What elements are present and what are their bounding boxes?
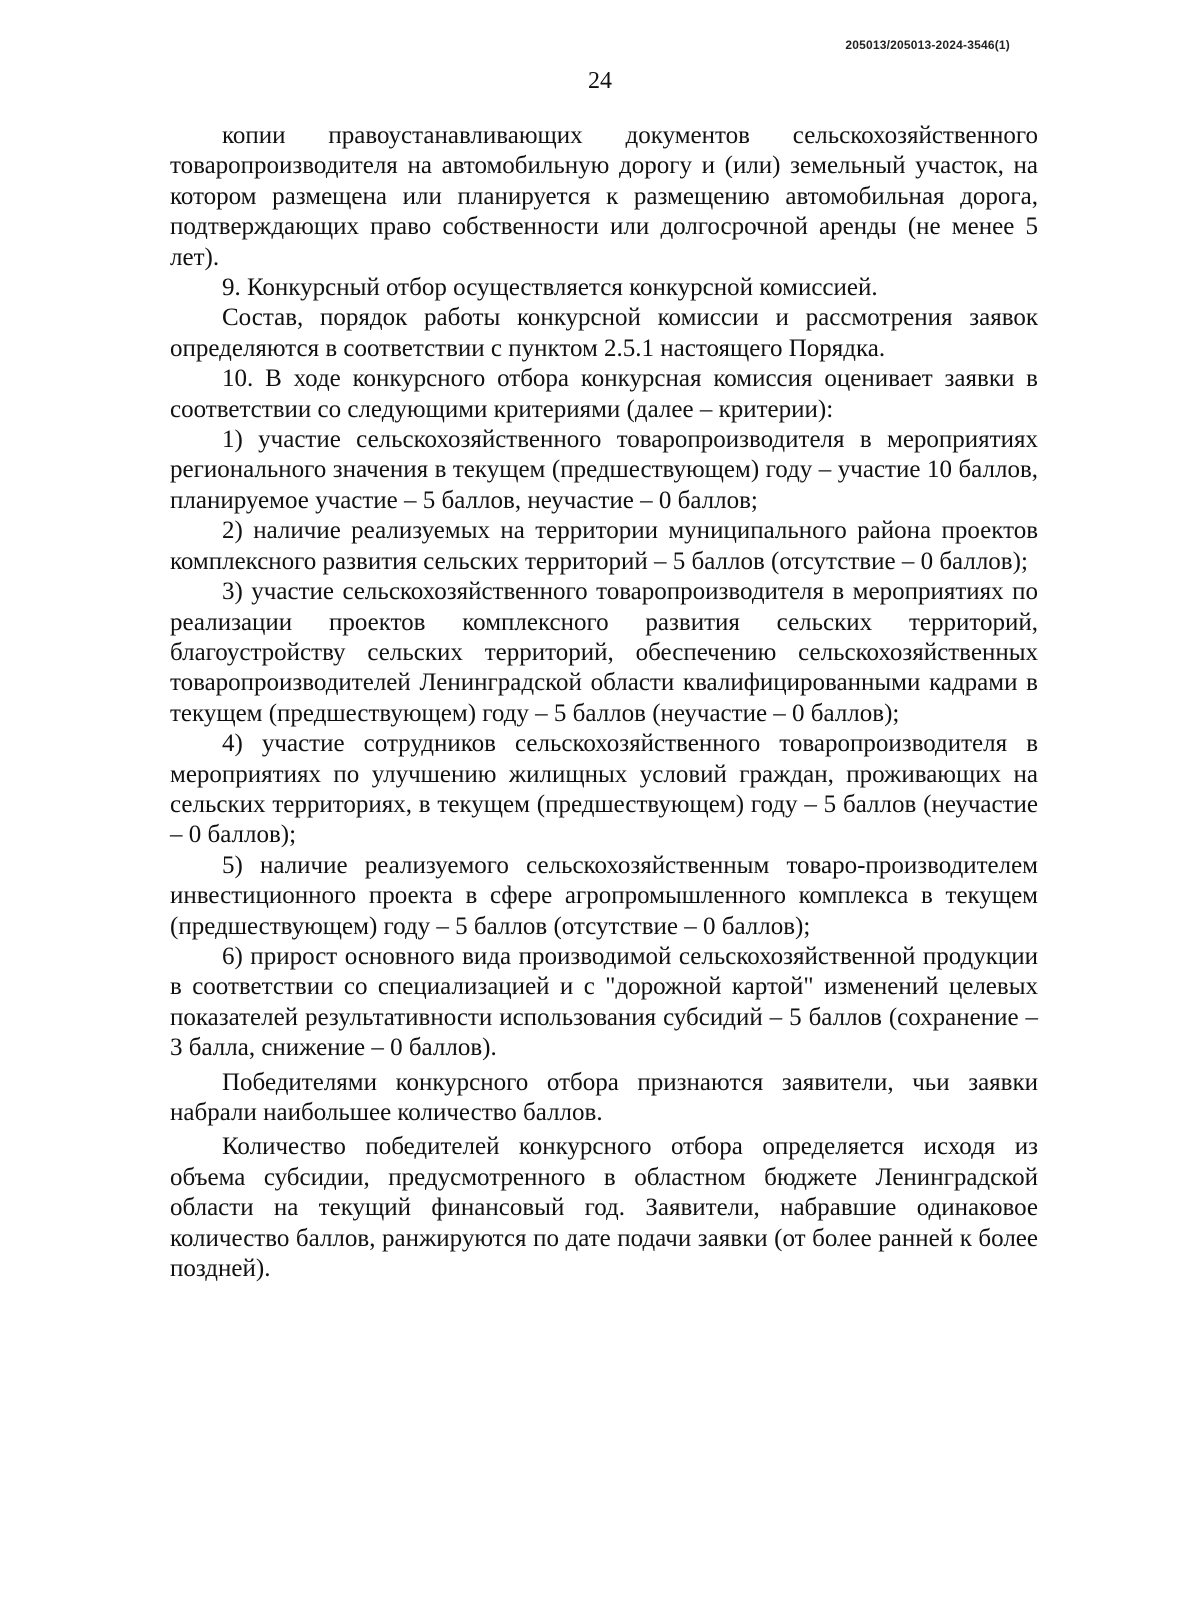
document-body: [170, 121, 1038, 1284]
criterion-6: 6) прирост основного вида производимой сельскохозяйственной продукции в соответствии со специализацией и с "дорожной картой" изменений целевых показателей результативности использования субсидий – 5 баллов (сохранение – 3 балла, снижение – 0 баллов).: [170, 942, 1038, 1062]
document-id: 205013/205013-2024-3546(1): [845, 38, 1010, 52]
criterion-1: 1) участие сельскохозяйственного товаропроизводителя в мероприятиях регионального значения в текущем (предшествующем) году – участие 10 баллов, планируемое участие – 5 баллов, неучастие – 0 баллов;: [170, 426, 1038, 514]
criterion-3: 3) участие сельскохозяйственного товаропроизводителя в мероприятиях по реализации проектов комплексного развития сельских территорий, благоустройству сельских территорий, обеспечению сельскохозяйственных товаропроизводителей Ленинградской области квалифицированными кадрами в текущем (предшествующем) году – 5 баллов (неучастие – 0 баллов);: [170, 578, 1038, 727]
paragraph-item-10: 10. В ходе конкурсного отбора конкурсная комиссия оценивает заявки в соответствии со следующими критериями (далее – критерии):: [170, 365, 1038, 423]
page-number: 24: [588, 68, 612, 94]
paragraph-winners: Победителями конкурсного отбора признаются заявители, чьи заявки набрали наибольшее количество баллов.: [170, 1068, 1038, 1126]
paragraph-title-documents: копии правоустанавливающих документов сельскохозяйственного товаропроизводителя на автомобильную дорогу и (или) земельный участок, на котором размещена или планируется к размещению автомобильная дорога, подтверждающих право собственности или долгосрочной аренды (не менее 5 лет).: [170, 122, 1038, 271]
paragraph-commission: Состав, порядок работы конкурсной комиссии и рассмотрения заявок определяются в соответствии с пунктом 2.5.1 настоящего Порядка.: [170, 304, 1038, 362]
paragraph-item-9: 9. Конкурсный отбор осуществляется конкурсной комиссией.: [222, 274, 878, 302]
paragraph-winner-count: Количество победителей конкурсного отбора определяется исходя из объема субсидии, предусмотренного в областном бюджете Ленинградской области на текущий финансовый год. Заявители, набравшие одинаковое количество баллов, ранжируются по дате подачи заявки (от более ранней к более поздней).: [170, 1133, 1038, 1283]
criterion-2: 2) наличие реализуемых на территории муниципального района проектов комплексного развития сельских территорий – 5 баллов (отсутствие – 0 баллов);: [170, 517, 1038, 575]
criterion-5: 5) наличие реализуемого сельскохозяйственным товаро-производителем инвестиционного проекта в сфере агропромышленного комплекса в текущем (предшествующем) году – 5 баллов (отсутствие – 0 баллов);: [170, 851, 1038, 940]
criterion-4: 4) участие сотрудников сельскохозяйственного товаропроизводителя в мероприятиях по улучшению жилищных условий граждан, проживающих на сельских территориях, в текущем (предшествующем) году – 5 баллов (неучастие – 0 баллов);: [170, 730, 1038, 849]
